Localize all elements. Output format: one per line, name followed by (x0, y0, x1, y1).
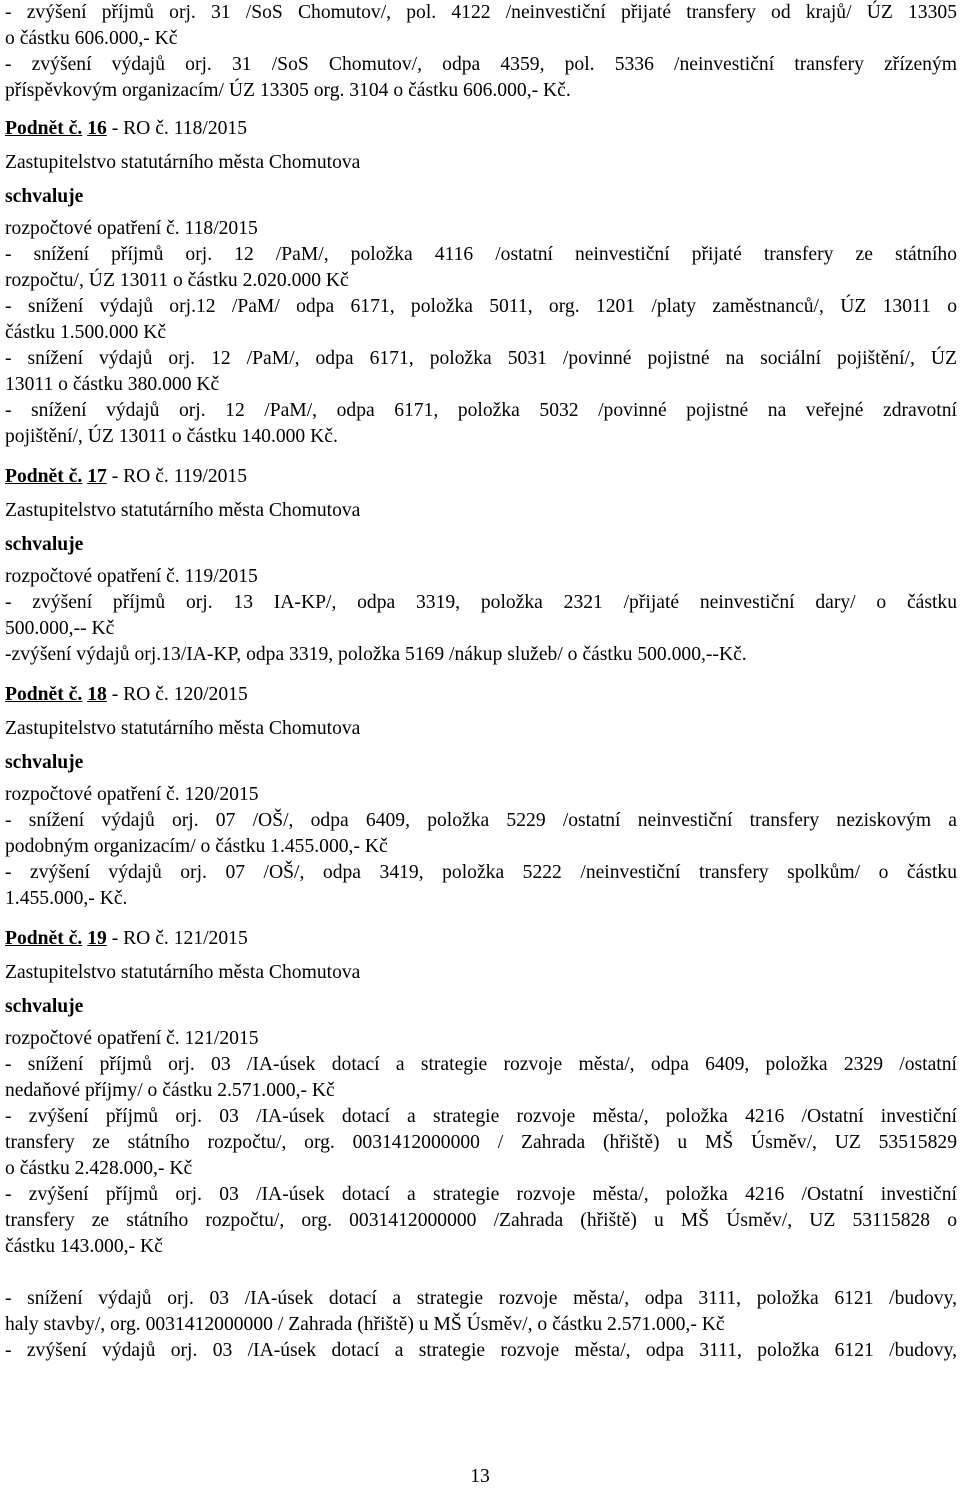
item-line: - snížení výdajů orj. 03 /IA-úsek dotací a strategie rozvoje města/, odpa 3111, položka 6121 /budovy, (5, 1288, 957, 1309)
item-line: částku 143.000,- Kč (5, 1236, 163, 1257)
item-line: - zvýšení příjmů orj. 03 /IA-úsek dotací a strategie rozvoje města/, položka 4216 /Ostatní investiční (5, 1106, 957, 1127)
motion-heading (5, 116, 957, 142)
item-line: 13011 o částku 380.000 Kč (5, 374, 220, 395)
document-page (5, 0, 957, 1364)
item-line: - zvýšení příjmů orj. 03 /IA-úsek dotací a strategie rozvoje města/, položka 4216 /Ostatní investiční (5, 1184, 957, 1205)
item-line: - snížení příjmů orj. 12 /PaM/, položka 4116 /ostatní neinvestiční přijaté transfery ze státního (5, 244, 957, 265)
council-name: Zastupitelstvo statutárního města Chomutova (5, 152, 361, 173)
item-line: - snížení výdajů orj.12 /PaM/ odpa 6171, položka 5011, org. 1201 /platy zaměstnanců/, ÚZ 13011 o (5, 296, 957, 317)
item-line: - zvýšení výdajů orj. 03 /IA-úsek dotací a strategie rozvoje města/, odpa 3111, položka 6121 /budovy, (5, 1340, 957, 1361)
council-name: Zastupitelstvo statutárního města Chomutova (5, 500, 361, 521)
item-line: o částku 2.428.000,- Kč (5, 1158, 193, 1179)
motion-ro: - RO č. 119/2015 (111, 466, 248, 487)
intro-line: - zvýšení příjmů orj. 31 /SoS Chomutov/, pol. 4122 /neinvestiční přijaté transfery od krajů/ ÚZ 13305 (5, 2, 957, 23)
motion-number: 16 (87, 118, 107, 139)
motion-number: 18 (87, 684, 107, 705)
motion-17 (5, 464, 957, 668)
item-line: -zvýšení výdajů orj.13/IA-KP, odpa 3319, položka 5169 /nákup služeb/ o částku 500.000,--Kč. (5, 644, 747, 665)
motion-heading (5, 682, 957, 708)
item-line: nedaňové příjmy/ o částku 2.571.000,- Kč (5, 1080, 335, 1101)
motion-ro: - RO č. 118/2015 (111, 118, 248, 139)
item-line: - snížení výdajů orj. 12 /PaM/, odpa 6171, položka 5031 /povinné pojistné na sociální pojištění/, ÚZ (5, 348, 957, 369)
motion-number: 19 (87, 928, 107, 949)
intro-line: o částku 606.000,- Kč (5, 28, 178, 49)
motion-label: Podnět č. (5, 118, 83, 139)
motion-ro: - RO č. 120/2015 (111, 684, 248, 705)
budget-measure: rozpočtové opatření č. 121/2015 (5, 1028, 259, 1049)
item-line: - snížení příjmů orj. 03 /IA-úsek dotací a strategie rozvoje města/, odpa 6409, položka 2329 /ostatní (5, 1054, 957, 1075)
motion-label: Podnět č. (5, 684, 83, 705)
approves-verb: schvaluje (5, 752, 84, 773)
item-line: - snížení výdajů orj. 07 /OŠ/, odpa 6409, položka 5229 /ostatní neinvestiční transfery neziskovým a (5, 810, 957, 831)
motion-label: Podnět č. (5, 466, 83, 487)
motion-ro: - RO č. 121/2015 (111, 928, 248, 949)
item-line: 1.455.000,- Kč. (5, 888, 128, 909)
item-line: - zvýšení příjmů orj. 13 IA-KP/, odpa 3319, položka 2321 /přijaté neinvestiční dary/ o částku (5, 592, 957, 613)
item-line: transfery ze státního rozpočtu/, org. 0031412000000 /Zahrada (hřiště) u MŠ Úsměv/, UZ 53115828 o (5, 1210, 957, 1231)
approves-verb: schvaluje (5, 186, 84, 207)
approves-verb: schvaluje (5, 996, 84, 1017)
item-line: 500.000,-- Kč (5, 618, 115, 639)
blank-gap (5, 1260, 957, 1286)
approves-verb: schvaluje (5, 534, 84, 555)
budget-measure: rozpočtové opatření č. 120/2015 (5, 784, 259, 805)
item-line: podobným organizacím/ o částku 1.455.000,- Kč (5, 836, 388, 857)
item-line: částku 1.500.000 Kč (5, 322, 167, 343)
item-line: haly stavby/, org. 0031412000000 / Zahrada (hřiště) u MŠ Úsměv/, o částku 2.571.000,- Kč (5, 1314, 725, 1335)
council-name: Zastupitelstvo statutárního města Chomutova (5, 718, 361, 739)
motion-16 (5, 116, 957, 450)
motion-18 (5, 682, 957, 912)
page-number: 13 (470, 1466, 490, 1487)
item-line: transfery ze státního rozpočtu/, org. 0031412000000 / Zahrada (hřiště) u MŠ Úsměv/, UZ 53515829 (5, 1132, 957, 1153)
intro-line: - zvýšení výdajů orj. 31 /SoS Chomutov/, odpa 4359, pol. 5336 /neinvestiční transfery zřízeným (5, 54, 957, 75)
motion-19 (5, 926, 957, 1364)
item-line: - snížení výdajů orj. 12 /PaM/, odpa 6171, položka 5032 /povinné pojistné na veřejné zdravotní (5, 400, 957, 421)
council-name: Zastupitelstvo statutárního města Chomutova (5, 962, 361, 983)
motion-label: Podnět č. (5, 928, 83, 949)
item-line: rozpočtu/, ÚZ 13011 o částku 2.020.000 Kč (5, 270, 349, 291)
item-line: - zvýšení výdajů orj. 07 /OŠ/, odpa 3419, položka 5222 /neinvestiční transfery spolkům/ o částku (5, 862, 957, 883)
budget-measure: rozpočtové opatření č. 119/2015 (5, 566, 258, 587)
motion-number: 17 (87, 466, 107, 487)
intro-line: příspěvkovým organizacím/ ÚZ 13305 org. 3104 o částku 606.000,- Kč. (5, 80, 571, 101)
item-line: pojištění/, ÚZ 13011 o částku 140.000 Kč. (5, 426, 338, 447)
budget-measure: rozpočtové opatření č. 118/2015 (5, 218, 258, 239)
motion-heading (5, 464, 957, 490)
intro-block (5, 0, 957, 104)
motion-heading (5, 926, 957, 952)
